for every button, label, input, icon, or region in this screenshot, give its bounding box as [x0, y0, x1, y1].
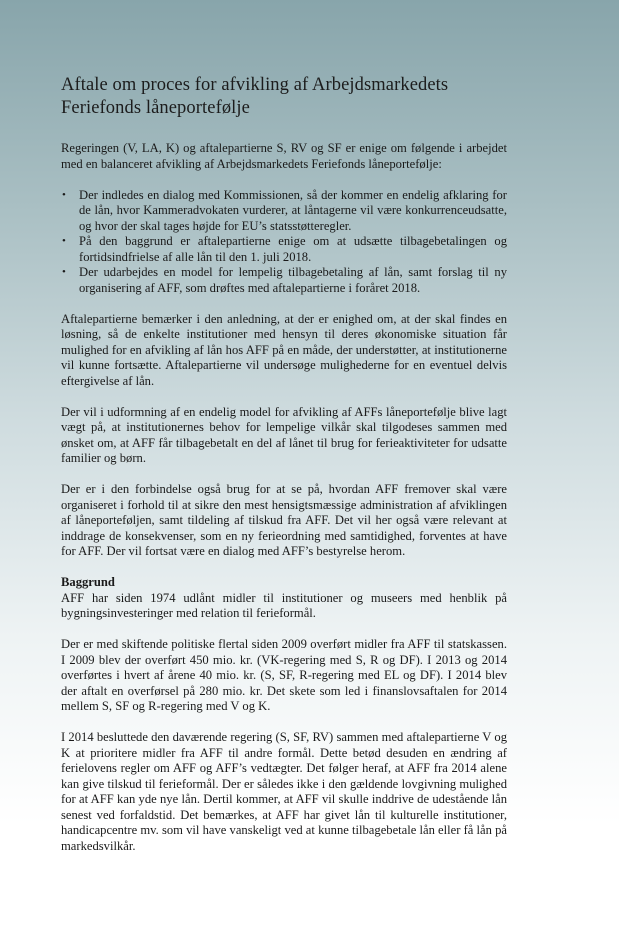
- bullet-text: Der indledes en dialog med Kommissionen, så der kommer en endelig afklaring for de lån, hvor Kammeradvokaten vurderer, at låntagerne vil være konkurrenceudsatte, og hvor der skal tages højde for EU’s statsstøtteregler.: [79, 187, 507, 233]
- bullet-item: [61, 265, 507, 296]
- bullet-text: Der udarbejdes en model for lempelig tilbagebetaling af lån, samt forslag til ny organisering af AFF, som drøftes med aftalepartierne i foråret 2018.: [79, 265, 507, 295]
- background-paragraph: I 2014 besluttede den daværende regering (S, SF, RV) sammen med aftalepartierne V og K at prioritere midler fra AFF til andre formål. Dette betød desuden en ændring af ferielovens regler om AFF og AFF’s vedtægter. Det følger heraf, at AFF fra 2014 alene kan give tilskud til ferieformål. Der er således ikke i den gældende lovgivning mulighed for at AFF kan yde nye lån. Dertil kommer, at AFF vil skulle inddrive de udestående lån senest ved forfaldstid. Det bemærkes, at AFF har givet lån til kulturelle institutioner, handicapcentre mv. som vil have vanskeligt ved at kunne tilbagebetale lån eller få lån på markedsvilkår.: [61, 730, 507, 853]
- bullet-text: På den baggrund er aftalepartierne enige om at udsætte tilbagebetalingen og fortidsindfrielse af alle lån til den 1. juli 2018.: [79, 234, 507, 264]
- agreement-bullet-list: [61, 188, 507, 297]
- body-paragraph: Der er i den forbindelse også brug for at se på, hvordan AFF fremover skal være organiseret i forhold til at sikre den mest hensigtsmæssige administration af afviklingen af låneporteføljen, samt tildeling af tilskud fra AFF. Det vil her også være relevant at inddrage de konsekvenser, som en ny ferieordning med samtidighed, forventes at have for AFF. Der vil fortsat være en dialog med AFF’s bestyrelse herom.: [61, 482, 507, 558]
- bullet-item: [61, 188, 507, 235]
- bullet-icon: •: [62, 235, 66, 247]
- document-page: [61, 74, 507, 854]
- section-heading-background: Baggrund: [61, 575, 115, 589]
- bullet-icon: •: [62, 266, 66, 278]
- bullet-item: [61, 234, 507, 265]
- body-paragraph: Aftalepartierne bemærker i den anledning, at der er enighed om, at der skal findes en løsning, så de enkelte institutioner med hensyn til deres økonomiske situation får mulighed for en afvikling af lån hos AFF på en måde, der understøtter, at institutionerne vil kunne fortsætte. Aftalepartierne vil undersøge mulighederne for en eventuel delvis eftergivelse af lån.: [61, 311, 507, 388]
- background-paragraph: AFF har siden 1974 udlånt midler til institutioner og museers med henblik på bygningsinvesteringer med relation til ferieformål.: [61, 590, 507, 620]
- document-title: Aftale om proces for afvikling af Arbejdsmarkedets Feriefonds låneportefølje: [61, 75, 449, 118]
- bullet-icon: •: [62, 188, 66, 201]
- background-paragraph: Der er med skiftende politiske flertal siden 2009 overført midler fra AFF til statskassen. I 2009 blev der overført 450 mio. kr. (VK-regering med S, R og DF). I 2013 og 2014 overførtes i hvert af årene 40 mio. kr. (S, SF, R-regering med EL og DF). I 2014 blev der aftalt en overførsel på 280 mio. kr. Det skete som led i finanslovsaftalen for 2014 mellem S, SF og R-regering med V og K.: [61, 637, 507, 713]
- body-paragraph: Der vil i udformning af en endelig model for afvikling af AFFs låneportefølje blive lagt vægt på, at institutionernes behov for lempelige vilkår skal tilgodeses sammen med ønsket om, at AFF får tilbagebetalt en del af lånet til brug for ferieaktiviteter for udsatte familier og børn.: [61, 404, 507, 465]
- intro-paragraph: Regeringen (V, LA, K) og aftalepartierne S, RV og SF er enige om følgende i arbejdet med en balanceret afvikling af Arbejdsmarkedets Feriefonds låneportefølje:: [61, 141, 507, 171]
